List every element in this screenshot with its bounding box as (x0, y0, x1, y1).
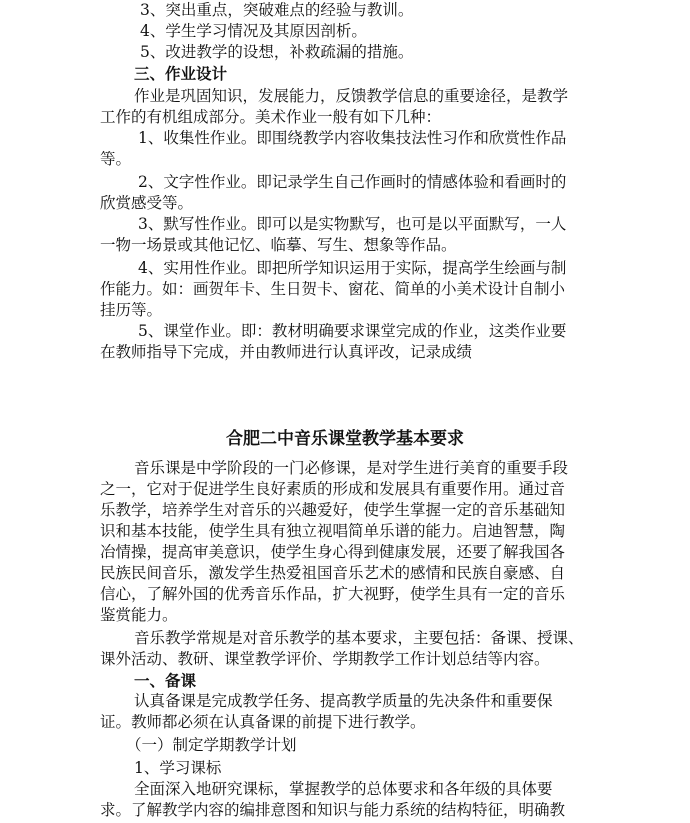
text-line: 等。 (100, 150, 132, 168)
subsection-heading: （一）制定学期教学计划 (126, 736, 297, 754)
text-line: 音乐课是中学阶段的一门必修课，是对学生进行美育的重要手段 (134, 459, 569, 477)
text-line: 作能力。如：画贺年卡、生日贺卡、窗花、简单的小美术设计自制小 (100, 280, 566, 298)
text-line: 全面深入地研究课标，掌握教学的总体要求和各年级的具体要 (134, 780, 553, 798)
text-line: 欣赏感受等。 (100, 194, 194, 212)
page-title: 合肥二中音乐课堂教学基本要求 (226, 429, 464, 449)
text-line: 4、实用性作业。即把所学知识运用于实际，提高学生绘画与制 (138, 259, 567, 277)
text-line: 求。了解教学内容的编排意图和知识与能力系统的结构特征，明确教 (100, 801, 566, 819)
text-line: 之一，它对于促进学生良好素质的形成和发展具有重要作用。通过音 (100, 480, 566, 498)
text-line: 冶情操，提高审美意识，使学生身心得到健康发展，还要了解我国各 (100, 543, 566, 561)
text-line: 4、学生学习情况及其原因剖析。 (140, 22, 367, 40)
text-line: 民族民间音乐，激发学生热爱祖国音乐艺术的感情和民族自豪感、自 (100, 564, 566, 582)
text-line: 一物一场景或其他记忆、临摹、写生、想象等作品。 (100, 236, 457, 254)
text-line: 在教师指导下完成，并由教师进行认真评改，记录成绩 (100, 343, 473, 361)
text-line: 5、改进教学的设想，补救疏漏的措施。 (140, 43, 414, 61)
text-line: 课外活动、教研、课堂教学评价、学期教学工作计划总结等内容。 (100, 650, 550, 668)
section-heading: 三、作业设计 (134, 64, 228, 83)
text-line: 2、文字性作业。即记录学生自己作画时的情感体验和看画时的 (138, 173, 567, 191)
text-line: 鉴赏能力。 (100, 606, 178, 624)
text-line: 识和基本技能，使学生具有独立视唱简单乐谱的能力。启迪智慧，陶 (100, 522, 566, 540)
text-line: 音乐教学常规是对音乐教学的基本要求，主要包括：备课、授课、 (134, 629, 584, 647)
text-line: 乐教学，培养学生对音乐的兴趣爱好，使学生掌握一定的音乐基础知 (100, 501, 566, 519)
text-line: 挂历等。 (100, 301, 163, 319)
text-line: 1、收集性作业。即围绕教学内容收集技法性习作和欣赏性作品 (138, 129, 567, 147)
section-heading: 一、备课 (134, 671, 197, 690)
text-line: 3、突出重点，突破难点的经验与教训。 (140, 1, 414, 19)
text-line: 认真备课是完成教学任务、提高教学质量的先决条件和重要保 (134, 692, 553, 710)
text-line: 工作的有机组成部分。美术作业一般有如下几种： (100, 108, 442, 126)
text-line: 作业是巩固知识，发展能力，反馈教学信息的重要途径，是教学 (134, 87, 569, 105)
text-line: 信心，了解外国的优秀音乐作品，扩大视野，使学生具有一定的音乐 (100, 585, 566, 603)
text-line: 3、默写性作业。即可以是实物默写，也可是以平面默写，一人 (138, 215, 567, 233)
text-line: 证。教师都必须在认真备课的前提下进行教学。 (100, 713, 426, 731)
text-line: 1、学习课标 (134, 759, 222, 777)
text-line: 5、课堂作业。即：教材明确要求课堂完成的作业，这类作业要 (138, 322, 567, 340)
